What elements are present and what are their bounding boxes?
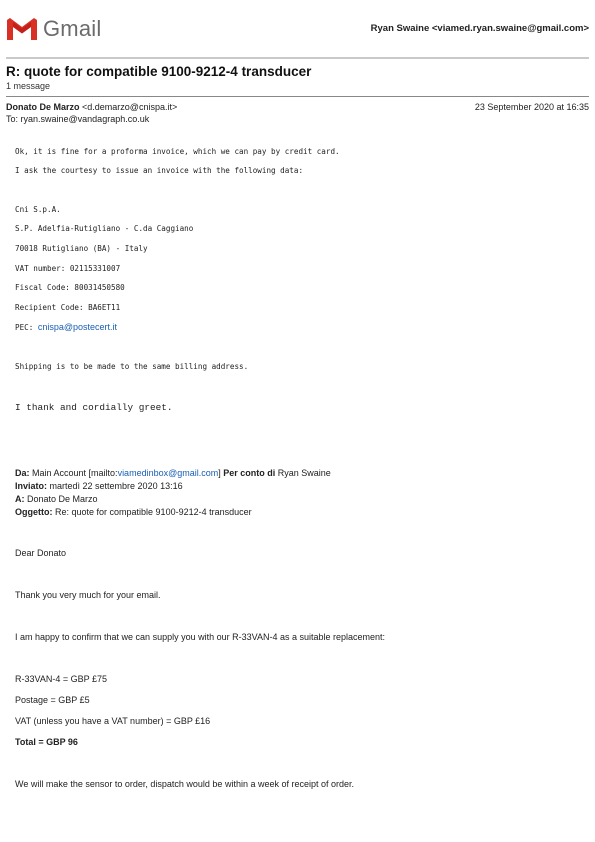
- oggetto-label: Oggetto:: [15, 507, 53, 517]
- quoted-subject-line: [15, 507, 252, 517]
- gmail-m-icon: [6, 17, 38, 41]
- header: [6, 14, 589, 44]
- a-label: A:: [15, 494, 25, 504]
- pec-link[interactable]: cnispa@postecert.it: [37, 322, 118, 332]
- sender-email: <d.demarzo@cnispa.it>: [82, 102, 178, 112]
- subject-divider: [6, 96, 589, 97]
- inviato-text: martedì 22 settembre 2020 13:16: [47, 481, 183, 491]
- reply-line-1: Ok, it is fine for a proforma invoice, which we can pay by credit card.: [15, 147, 340, 156]
- a-text: Donato De Marzo: [24, 494, 98, 504]
- gmail-logo-text: Gmail: [43, 16, 102, 41]
- oggetto-text: Re: quote for compatible 9100-9212-4 transducer: [52, 507, 252, 517]
- header-divider: [6, 57, 589, 59]
- company-city: 70018 Rutigliano (BA) - Italy: [15, 244, 148, 253]
- per-conto-text: Ryan Swaine: [275, 468, 331, 478]
- confirm-line: I am happy to confirm that we can supply you with our R-33VAN-4 as a suitable replacement:: [15, 632, 386, 642]
- shipping-note: Shipping is to be made to the same billing address.: [15, 362, 249, 371]
- quoted-sent-line: [15, 481, 183, 491]
- recipient-line: To: ryan.swaine@vandagraph.co.uk: [6, 114, 150, 124]
- fiscal-code: Fiscal Code: 80031450580: [15, 283, 125, 292]
- da-text: Main Account [mailto:: [29, 468, 118, 478]
- closing-line: We will make the sensor to order, dispatch would be within a week of receipt of order.: [15, 779, 355, 789]
- salutation: Dear Donato: [15, 548, 67, 558]
- company-name: Cni S.p.A.: [15, 205, 61, 214]
- inviato-label: Inviato:: [15, 481, 48, 491]
- sender-line: [6, 102, 177, 112]
- vat-number: VAT number: 02115331007: [15, 264, 121, 273]
- reply-line-2: I ask the courtesy to issue an invoice with the following data:: [15, 166, 304, 175]
- thread-subject: R: quote for compatible 9100-9212-4 transducer: [6, 64, 312, 79]
- company-street: S.P. Adelfia-Rutigliano - C.da Caggiano: [15, 224, 194, 233]
- recipient-code: Recipient Code: BA6ET11: [15, 303, 121, 312]
- gmail-logo[interactable]: [6, 16, 101, 42]
- vat-price: VAT (unless you have a VAT number) = GBP £16: [15, 716, 211, 726]
- thanks-line: Thank you very much for your email.: [15, 590, 161, 600]
- postage-price: Postage = GBP £5: [15, 695, 90, 705]
- total-price: Total = GBP 96: [15, 737, 78, 747]
- da-label: Da:: [15, 468, 30, 478]
- per-conto-label: Per conto di: [223, 468, 276, 478]
- pec-label: PEC:: [15, 323, 38, 332]
- pec-line: [15, 322, 117, 332]
- item-price: R-33VAN-4 = GBP £75: [15, 674, 107, 684]
- message-count: 1 message: [6, 81, 51, 91]
- greeting-line: I thank and cordially greet.: [15, 402, 173, 413]
- message-date: 23 September 2020 at 16:35: [474, 102, 589, 112]
- sender-name: Donato De Marzo: [6, 102, 80, 112]
- quoted-to-line: [15, 494, 98, 504]
- mailto-link[interactable]: viamedinbox@gmail.com: [117, 468, 219, 478]
- account-identity: Ryan Swaine <viamed.ryan.swaine@gmail.com>: [370, 23, 589, 34]
- quoted-from-line: [15, 468, 331, 478]
- da-close: ]: [218, 468, 224, 478]
